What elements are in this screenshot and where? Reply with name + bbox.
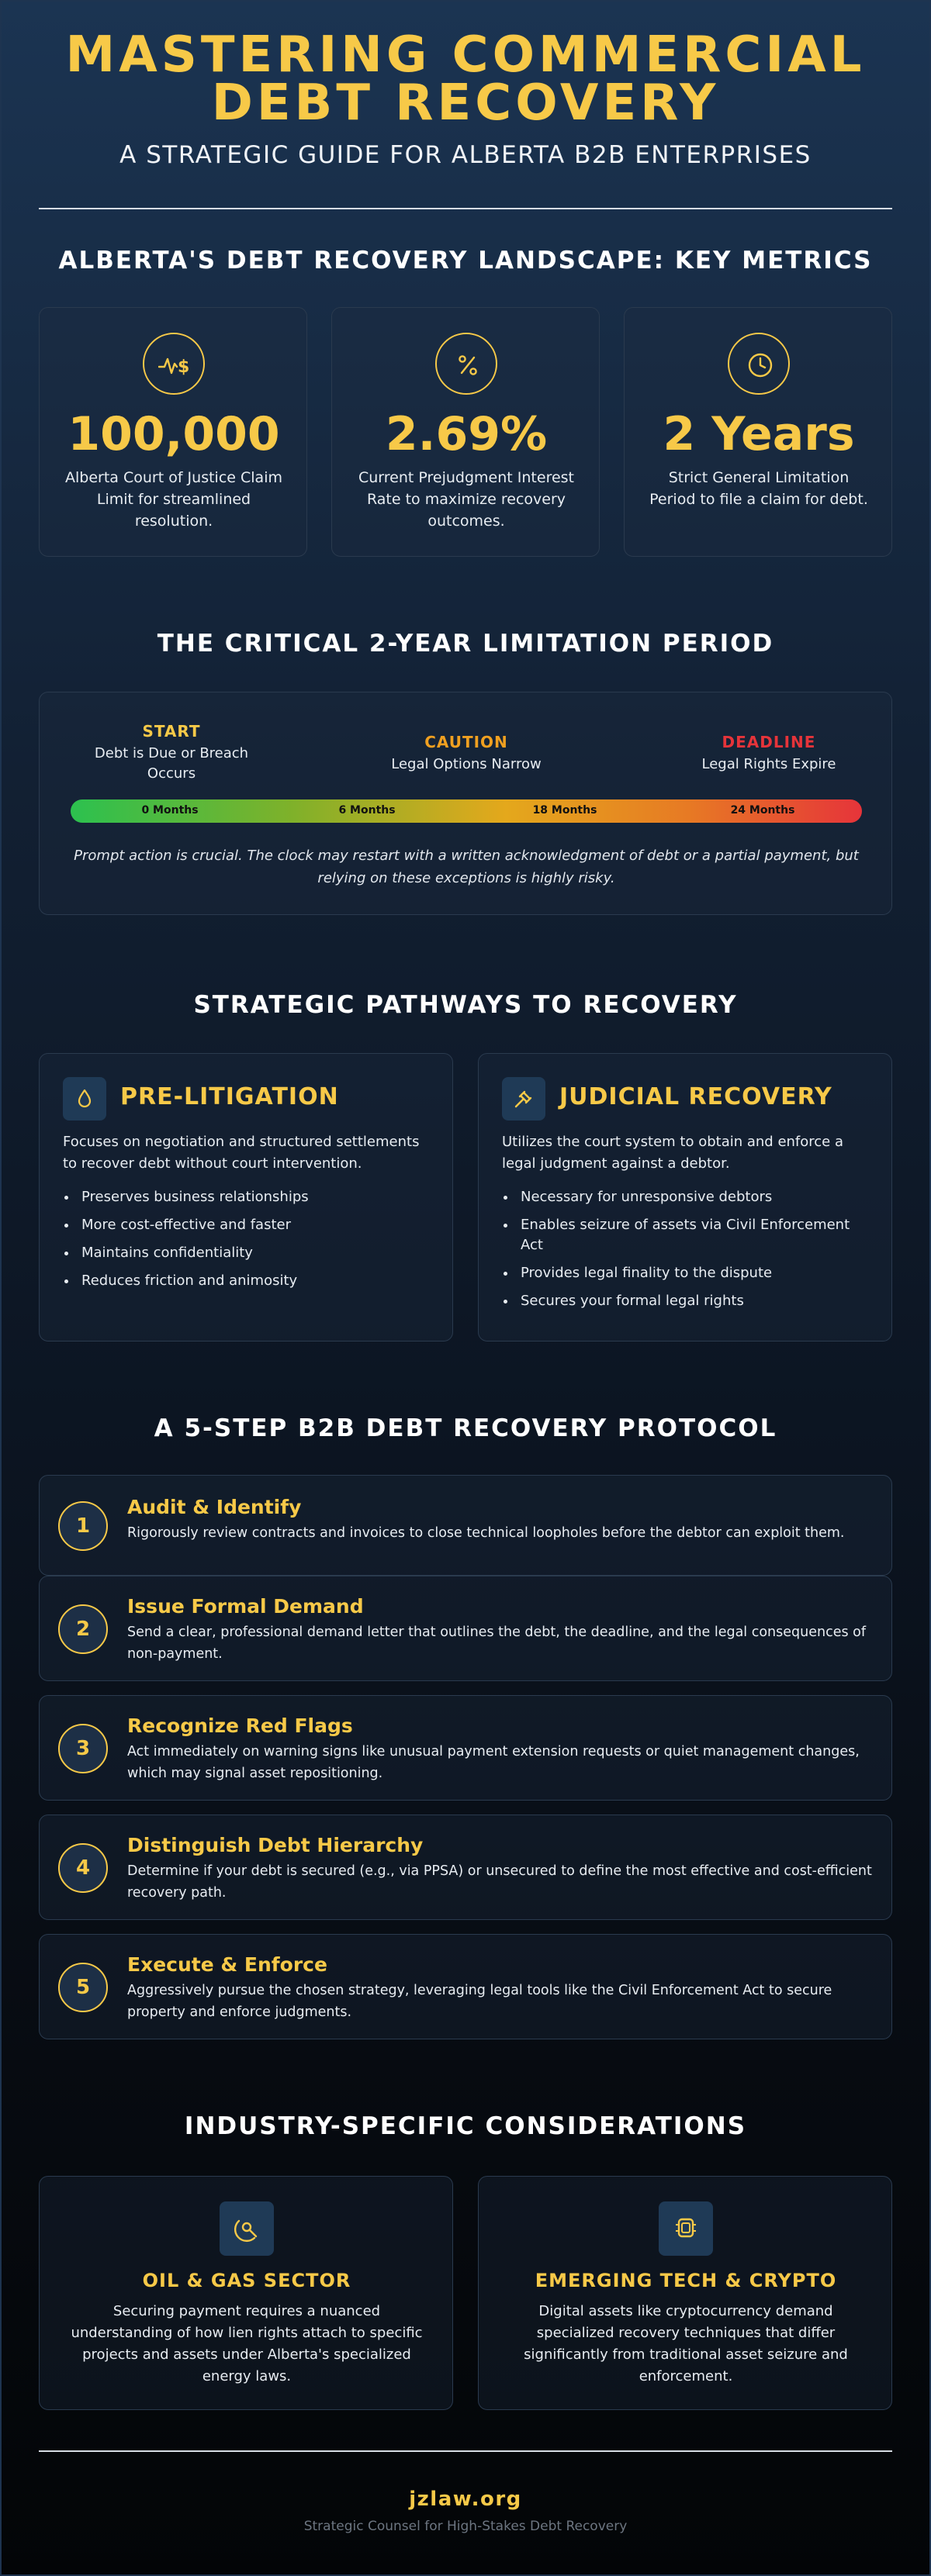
step-title: Recognize Red Flags	[127, 1714, 353, 1737]
judicial-recovery-benefits	[502, 1187, 874, 1319]
timeline-deadline-label: DEADLINE	[722, 733, 816, 751]
footer-tagline: Strategic Counsel for High-Stakes Debt Recovery	[303, 2519, 628, 2534]
oil-gas-card	[39, 2176, 453, 2410]
timeline-gradient-bar	[71, 799, 862, 823]
footer-divider	[39, 2450, 892, 2452]
metric-card-limitation-period	[624, 307, 892, 557]
step-title: Execute & Enforce	[127, 1953, 327, 1976]
step-title: Audit & Identify	[127, 1496, 302, 1518]
protocol-step-3	[39, 1695, 892, 1801]
list-item: Preserves business relationships	[63, 1187, 435, 1207]
pre-litigation-benefits	[63, 1187, 435, 1299]
timeline-deadline	[676, 733, 862, 775]
protocol-step-2	[39, 1576, 892, 1681]
step-description: Rigorously review contracts and invoices to close technical loopholes before the debtor can exploit them.	[127, 1525, 845, 1541]
clock-icon	[728, 333, 790, 395]
judicial-recovery-card	[478, 1053, 892, 1342]
page-title	[39, 26, 892, 132]
metric-value: 100,000	[67, 407, 280, 461]
tech-crypto-description: Digital assets like cryptocurrency demand specialized recovery techniques that differ significantly from traditional asset seizure and enforcement.	[524, 2303, 848, 2384]
timeline-tick-24: 24 Months	[730, 804, 795, 817]
crypto-chip-icon	[659, 2201, 713, 2256]
metric-description: Current Prejudgment Interest Rate to maximize recovery outcomes.	[358, 469, 574, 530]
list-item: Reduces friction and animosity	[63, 1271, 435, 1291]
metrics-section-title: ALBERTA'S DEBT RECOVERY LANDSCAPE: KEY METRICS	[58, 247, 873, 275]
metric-value: 2.69%	[385, 407, 548, 461]
infographic	[39, 0, 892, 2576]
step-description: Act immediately on warning signs like unusual payment extension requests or quiet management changes, which may signal asset repositioning.	[127, 1744, 860, 1781]
judicial-recovery-description: Utilizes the court system to obtain and enforce a legal judgment against a debtor.	[502, 1134, 844, 1172]
header-divider	[39, 208, 892, 209]
list-item: Enables seizure of assets via Civil Enforcement Act	[502, 1215, 874, 1255]
oil-gas-description: Securing payment requires a nuanced understanding of how lien rights attach to specific projects and assets under Alberta's specialized energy laws.	[71, 2303, 423, 2384]
step-number-badge: 2	[58, 1604, 108, 1654]
pathways-section-title: STRATEGIC PATHWAYS TO RECOVERY	[193, 991, 738, 1019]
protocol-step-5	[39, 1934, 892, 2039]
metric-card-claim-limit	[39, 307, 307, 557]
oil-gas-title: OIL & GAS SECTOR	[142, 2270, 351, 2291]
list-item: Secures your formal legal rights	[502, 1291, 874, 1311]
timeline-caution-label: CAUTION	[424, 733, 508, 751]
list-item: Provides legal finality to the dispute	[502, 1263, 874, 1283]
timeline-deadline-text: Legal Rights Expire	[701, 756, 836, 772]
gavel-icon	[502, 1077, 545, 1121]
limitation-section-title: THE CRITICAL 2-YEAR LIMITATION PERIOD	[157, 630, 774, 658]
step-number-badge: 1	[58, 1501, 108, 1551]
droplet-icon	[63, 1077, 106, 1121]
tech-crypto-title: EMERGING TECH & CRYPTO	[535, 2270, 837, 2291]
metric-description: Alberta Court of Justice Claim Limit for streamlined resolution.	[65, 469, 282, 530]
step-title: Issue Formal Demand	[127, 1595, 364, 1618]
limitation-timeline-card	[39, 692, 892, 915]
tech-crypto-card	[478, 2176, 892, 2410]
title-line-2: DEBT RECOVERY	[211, 74, 720, 132]
protocol-step-1	[39, 1475, 892, 1576]
page-subtitle: A STRATEGIC GUIDE FOR ALBERTA B2B ENTERPRISES	[119, 141, 812, 169]
timeline-start-label: START	[142, 722, 201, 741]
step-title: Distinguish Debt Hierarchy	[127, 1834, 424, 1856]
timeline-tick-0: 0 Months	[141, 804, 199, 817]
step-description: Aggressively pursue the chosen strategy, leveraging legal tools like the Civil Enforcement Act to secure property and enforce judgments.	[127, 1983, 832, 2020]
protocol-section-title: A 5-STEP B2B DEBT RECOVERY PROTOCOL	[154, 1414, 777, 1442]
pre-litigation-card	[39, 1053, 453, 1342]
protocol-step-4	[39, 1815, 892, 1920]
timeline-start-text: Debt is Due or Breach Occurs	[94, 745, 249, 782]
pulse-dollar-icon	[143, 333, 205, 395]
list-item: Necessary for unresponsive debtors	[502, 1187, 874, 1207]
oil-gas-icon	[220, 2201, 274, 2256]
percent-icon	[435, 333, 497, 395]
title-line-1: MASTERING COMMERCIAL	[65, 26, 866, 84]
timeline-caution	[350, 733, 583, 775]
svg-text:$: $	[178, 357, 190, 377]
step-description: Determine if your debt is secured (e.g., via PPSA) or unsecured to define the most effective and cost-efficient recovery path.	[127, 1863, 872, 1901]
metric-value: 2 Years	[663, 407, 855, 461]
list-item: Maintains confidentiality	[63, 1243, 435, 1263]
pre-litigation-description: Focuses on negotiation and structured settlements to recover debt without court intervention.	[63, 1134, 420, 1172]
step-description: Send a clear, professional demand letter that outlines the debt, the deadline, and the legal consequences of non-payment.	[127, 1625, 867, 1662]
step-number-badge: 3	[58, 1724, 108, 1773]
footer-brand-link[interactable]: jzlaw.org	[409, 2488, 522, 2511]
judicial-recovery-title: JUDICIAL RECOVERY	[559, 1083, 832, 1110]
pre-litigation-title: PRE-LITIGATION	[120, 1083, 339, 1110]
step-number-badge: 4	[58, 1843, 108, 1893]
metric-description: Strict General Limitation Period to file a claim for debt.	[649, 469, 868, 508]
metric-card-interest-rate	[331, 307, 600, 557]
timeline-tick-18: 18 Months	[532, 804, 597, 817]
timeline-note: Prompt action is crucial. The clock may restart with a written acknowledgment of debt or a partial payment, but relying on these exceptions is highly risky.	[74, 848, 859, 886]
industry-section-title: INDUSTRY-SPECIFIC CONSIDERATIONS	[184, 2112, 747, 2140]
timeline-caution-text: Legal Options Narrow	[391, 756, 542, 772]
list-item: More cost-effective and faster	[63, 1215, 435, 1235]
step-number-badge: 5	[58, 1963, 108, 2012]
timeline-start	[86, 722, 257, 784]
timeline-tick-6: 6 Months	[338, 804, 396, 817]
